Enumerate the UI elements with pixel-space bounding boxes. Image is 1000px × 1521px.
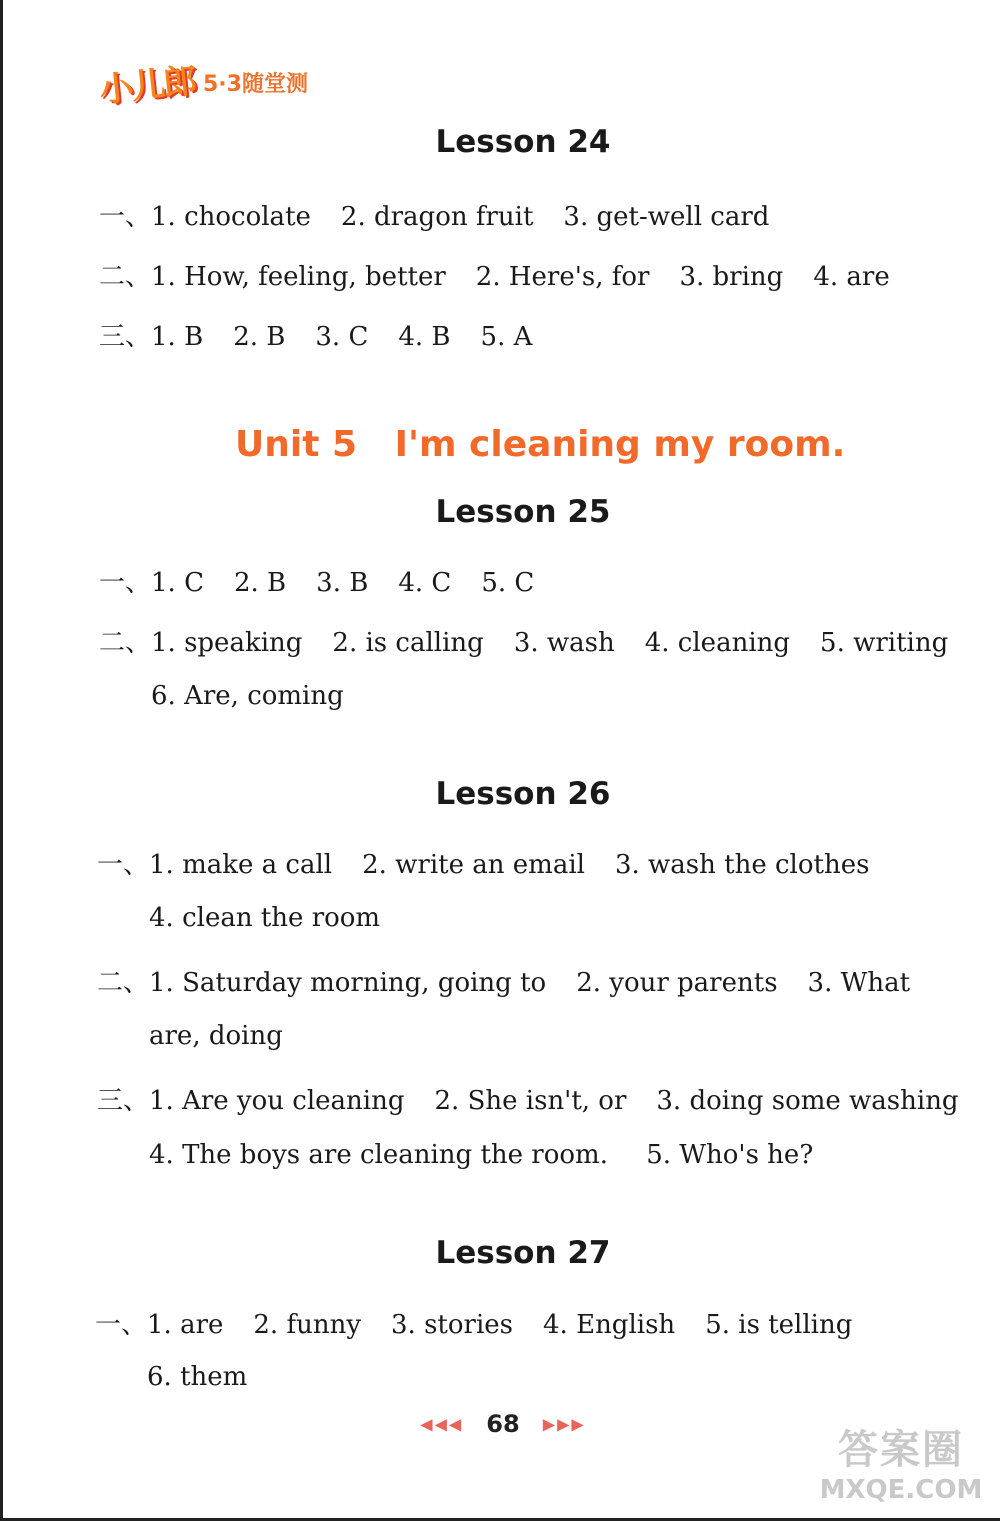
page-number: 68 [486, 1410, 520, 1438]
answer: 3. C [315, 322, 369, 352]
answer: 5. is telling [705, 1310, 853, 1340]
lesson-27-title: Lesson 27 [435, 1235, 611, 1271]
answer: 5. C [481, 568, 535, 598]
answer: 2. She isn't, or [434, 1086, 627, 1116]
lesson-24-q2 [99, 256, 920, 293]
lesson-27-q1-continued [147, 1362, 277, 1392]
lesson-25-q1 [99, 562, 564, 599]
answer: 2. write an email [362, 850, 585, 880]
answer: 1. chocolate [151, 202, 311, 232]
answer: 2. is calling [332, 628, 484, 658]
answer: 1. speaking [151, 628, 303, 658]
lesson-25-q2 [99, 622, 978, 659]
question-number: 一、 [95, 1310, 148, 1340]
lesson-26-q3-continued [149, 1140, 843, 1170]
answer: 4. B [398, 322, 451, 352]
watermark-top: 答案圈 [838, 1427, 964, 1473]
answer: 1. C [151, 568, 204, 598]
answer: 1. B [151, 322, 204, 352]
answer: 4. The boys are cleaning the room. [149, 1140, 608, 1170]
question-number: 三、 [97, 1086, 150, 1116]
watermark [816, 1418, 986, 1508]
answer: 1. How, feeling, better [151, 262, 446, 292]
answer: 2. your parents [576, 968, 778, 998]
answer: 4. cleaning [644, 628, 791, 658]
question-number: 一、 [97, 850, 150, 880]
answer: 5. Who's he? [646, 1140, 814, 1170]
lesson-26-q2 [97, 962, 940, 999]
answer: 1. are [147, 1310, 224, 1340]
question-number: 一、 [99, 568, 152, 598]
answer: 3. wash the clothes [614, 850, 870, 880]
left-arrows-icon: ◀◀◀ [420, 1414, 464, 1434]
answer: 2. B [233, 568, 287, 598]
lesson-26-q1 [97, 844, 899, 881]
answer: 3. wash [513, 628, 615, 658]
answer: 3. B [316, 568, 369, 598]
unit-5-title: Unit 5 I'm cleaning my room. [235, 424, 846, 465]
answer: 4. are [813, 262, 890, 292]
answer: 2. funny [253, 1310, 362, 1340]
answer: 2. Here's, for [475, 262, 650, 292]
logo-brand: 小儿郎 [97, 61, 198, 111]
question-number: 二、 [97, 968, 150, 998]
lesson-25-q2-continued [151, 681, 374, 711]
answer: 6. Are, coming [151, 681, 344, 711]
answer: 2. B [233, 322, 286, 352]
lesson-26-title: Lesson 26 [435, 776, 611, 812]
answer: 4. clean the room [149, 903, 381, 933]
lesson-26-q3 [97, 1080, 989, 1117]
answer: 3. What [807, 968, 911, 998]
lesson-27-q1 [95, 1304, 882, 1341]
lesson-24-q1 [99, 196, 799, 233]
logo-series: 5·3随堂测 [203, 72, 308, 97]
publisher-logo [97, 58, 308, 111]
answer: 4. English [543, 1310, 676, 1340]
lesson-24-q3 [99, 316, 562, 353]
lesson-26-q1-continued [149, 903, 410, 933]
answer: 3. doing some washing [656, 1086, 959, 1116]
lesson-24-title: Lesson 24 [435, 124, 611, 160]
question-number: 二、 [99, 628, 152, 658]
question-number: 一、 [99, 202, 152, 232]
watermark-bottom: MXQE.COM [819, 1475, 983, 1505]
answer: 4. C [398, 568, 452, 598]
lesson-26-q2-continued [149, 1021, 313, 1051]
answer: 6. them [147, 1362, 248, 1392]
answer: 5. A [480, 322, 533, 352]
answer: 3. get-well card [563, 202, 770, 232]
answer: 5. writing [820, 628, 949, 658]
answer: 1. make a call [149, 850, 333, 880]
question-number: 二、 [99, 262, 152, 292]
answer: 3. stories [391, 1310, 514, 1340]
right-arrows-icon: ▶▶▶ [542, 1414, 586, 1434]
answer: are, doing [149, 1021, 283, 1051]
answer: 3. bring [679, 262, 784, 292]
answer: 2. dragon fruit [340, 202, 534, 232]
question-number: 三、 [99, 322, 152, 352]
answer: 1. Saturday morning, going to [149, 968, 547, 998]
answer: 1. Are you cleaning [149, 1086, 405, 1116]
lesson-25-title: Lesson 25 [435, 494, 611, 530]
